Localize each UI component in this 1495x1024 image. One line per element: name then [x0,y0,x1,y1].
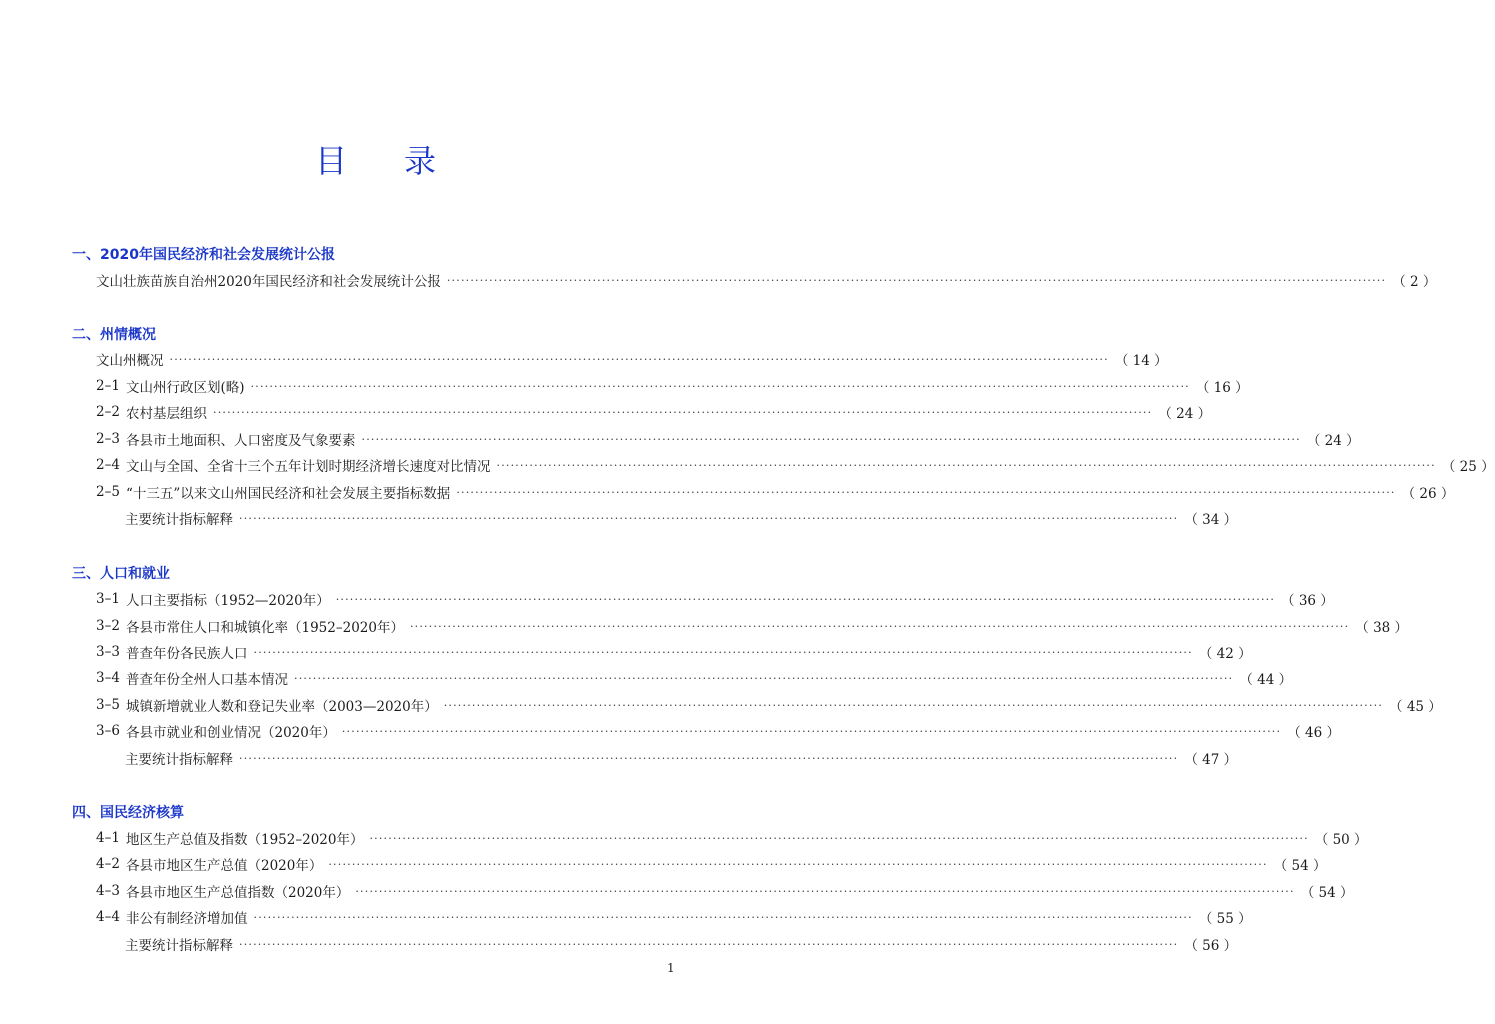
leader-dots: ········································································································································································································ [294,671,1234,685]
section-heading-1[interactable]: 一、2020年国民经济和社会发展统计公报 [72,247,335,263]
toc-entry-page: （ 55 ） [1198,911,1252,927]
toc-entry-label: 文山州概况 [96,353,164,369]
toc-entry[interactable] [96,270,1437,290]
toc-entry-label: 各县市土地面积、人口密度及气象要素 [126,433,356,449]
toc-entry-number: 4–4 [96,909,120,925]
toc-entry-page: （ 26 ） [1401,486,1455,502]
toc-entry[interactable] [96,907,1252,927]
toc-entry-page: （ 44 ） [1239,672,1293,688]
toc-entry-number: 3–4 [96,670,120,686]
toc-entry-label: 农村基层组织 [126,406,207,422]
toc-entry-number: 3–2 [96,618,120,634]
toc-entry-label: 非公有制经济增加值 [126,911,248,927]
toc-entry-page: （ 14 ） [1114,353,1168,369]
toc-entry-number: 3–6 [96,723,120,739]
leader-dots: ········································································································································································································ [253,910,1193,924]
toc-entry-label: 各县市就业和创业情况（2020年） [126,725,336,741]
toc-entry-label: 人口主要指标（1952—2020年） [126,593,330,609]
toc-entry[interactable] [96,482,1455,502]
toc-entry[interactable] [96,721,1340,741]
toc-entry[interactable] [125,934,1238,954]
toc-entry-label: 各县市常住人口和城镇化率（1952–2020年） [126,620,404,636]
toc-entry-page: （ 46 ） [1287,725,1340,741]
leader-dots: ········································································································································································································ [250,379,1190,393]
leader-dots: ········································································································································································································ [361,432,1301,446]
toc-entry-number: 3–3 [96,644,120,660]
toc-entry-number: 2–2 [96,404,120,420]
leader-dots: ········································································································································································································ [239,511,1179,525]
toc-entry-label: 主要统计指标解释 [125,938,233,954]
toc-entry[interactable] [96,376,1249,396]
toc-entry-label: 各县市地区生产总值指数（2020年） [126,885,350,901]
leader-dots: ········································································································································································································ [446,273,1387,287]
title-char-1: 目 [315,142,349,180]
toc-entry[interactable] [96,616,1409,636]
toc-entry-page: （ 25 ） [1441,459,1495,475]
toc-entry[interactable] [96,854,1327,874]
section-heading-4[interactable]: 四、国民经济核算 [72,805,184,821]
toc-entry-label: 城镇新增就业人数和登记失业率（2003—2020年） [126,699,438,715]
toc-entry-number: 4–1 [96,830,120,846]
toc-entry-number: 3–1 [96,591,120,607]
title-char-2: 录 [404,142,438,180]
toc-entry-page: （ 54 ） [1300,885,1354,901]
toc-entry-number: 2–5 [96,484,120,500]
toc-entry[interactable] [96,455,1495,475]
leader-dots: ········································································································································································································ [355,884,1295,898]
toc-entry-page: （ 24 ） [1158,406,1212,422]
toc-entry-label: “十三五”以来文山州国民经济和社会发展主要指标数据 [126,486,451,502]
toc-entry-page: （ 42 ） [1198,646,1252,662]
section-heading-2[interactable]: 二、州情概况 [72,327,156,343]
toc-entry-page: （ 2 ） [1392,274,1437,290]
toc-entry-label: 文山与全国、全省十三个五年计划时期经济增长速度对比情况 [126,459,491,475]
section-heading-3[interactable]: 三、人口和就业 [72,566,170,582]
toc-entry-page: （ 50 ） [1314,832,1368,848]
toc-entry-page: （ 47 ） [1184,752,1238,768]
leader-dots: ········································································································································································································ [213,405,1153,419]
toc-entry[interactable] [96,589,1334,609]
toc-entry[interactable] [96,429,1360,449]
toc-entry-page: （ 54 ） [1273,858,1327,874]
toc-entry-page: （ 24 ） [1306,433,1360,449]
toc-entry-page: （ 16 ） [1195,380,1249,396]
toc-entry[interactable] [96,349,1168,369]
toc-entry-number: 2–1 [96,378,120,394]
toc-entry-label: 各县市地区生产总值（2020年） [126,858,323,874]
toc-entry-label: 地区生产总值及指数（1952–2020年） [126,832,364,848]
toc-entry[interactable] [96,881,1354,901]
leader-dots: ········································································································································································································ [496,458,1436,472]
toc-entry-number: 4–3 [96,883,120,899]
leader-dots: ········································································································································································································ [253,645,1193,659]
toc-entry[interactable] [125,748,1238,768]
leader-dots: ········································································································································································································ [369,831,1309,845]
toc-entry-number: 2–3 [96,431,120,447]
leader-dots: ········································································································································································································ [239,937,1179,951]
toc-entry-label: 主要统计指标解释 [125,752,233,768]
toc-entry-page: （ 56 ） [1184,938,1238,954]
leader-dots: ········································································································································································································ [341,724,1282,738]
toc-entry[interactable] [96,642,1252,662]
toc-entry-number: 4–2 [96,856,120,872]
toc-entry-number: 2–4 [96,457,120,473]
toc-entry-label: 文山壮族苗族自治州2020年国民经济和社会发展统计公报 [96,274,441,290]
toc-entry-label: 文山州行政区划(略) [126,380,245,396]
toc-entry[interactable] [96,695,1442,715]
leader-dots: ········································································································································································································ [456,485,1396,499]
leader-dots: ········································································································································································································ [409,619,1350,633]
leader-dots: ········································································································································································································ [169,352,1109,366]
leader-dots: ········································································································································································································ [328,857,1268,871]
toc-entry-number: 3–5 [96,697,120,713]
toc-entry-page: （ 34 ） [1184,512,1238,528]
toc-entry[interactable] [96,402,1212,422]
toc-entry-label: 普查年份各民族人口 [126,646,248,662]
toc-entry-label: 普查年份全州人口基本情况 [126,672,288,688]
toc-entry-page: （ 38 ） [1355,620,1409,636]
page-number: 1 [667,961,675,975]
toc-entry[interactable] [125,508,1238,528]
toc-entry[interactable] [96,828,1368,848]
leader-dots: ········································································································································································································ [239,751,1179,765]
toc-entry-page: （ 36 ） [1281,593,1334,609]
leader-dots: ········································································································································································································ [335,592,1276,606]
leader-dots: ········································································································································································································ [443,698,1384,712]
toc-entry[interactable] [96,668,1293,688]
toc-entry-label: 主要统计指标解释 [125,512,233,528]
toc-entry-page: （ 45 ） [1389,699,1442,715]
